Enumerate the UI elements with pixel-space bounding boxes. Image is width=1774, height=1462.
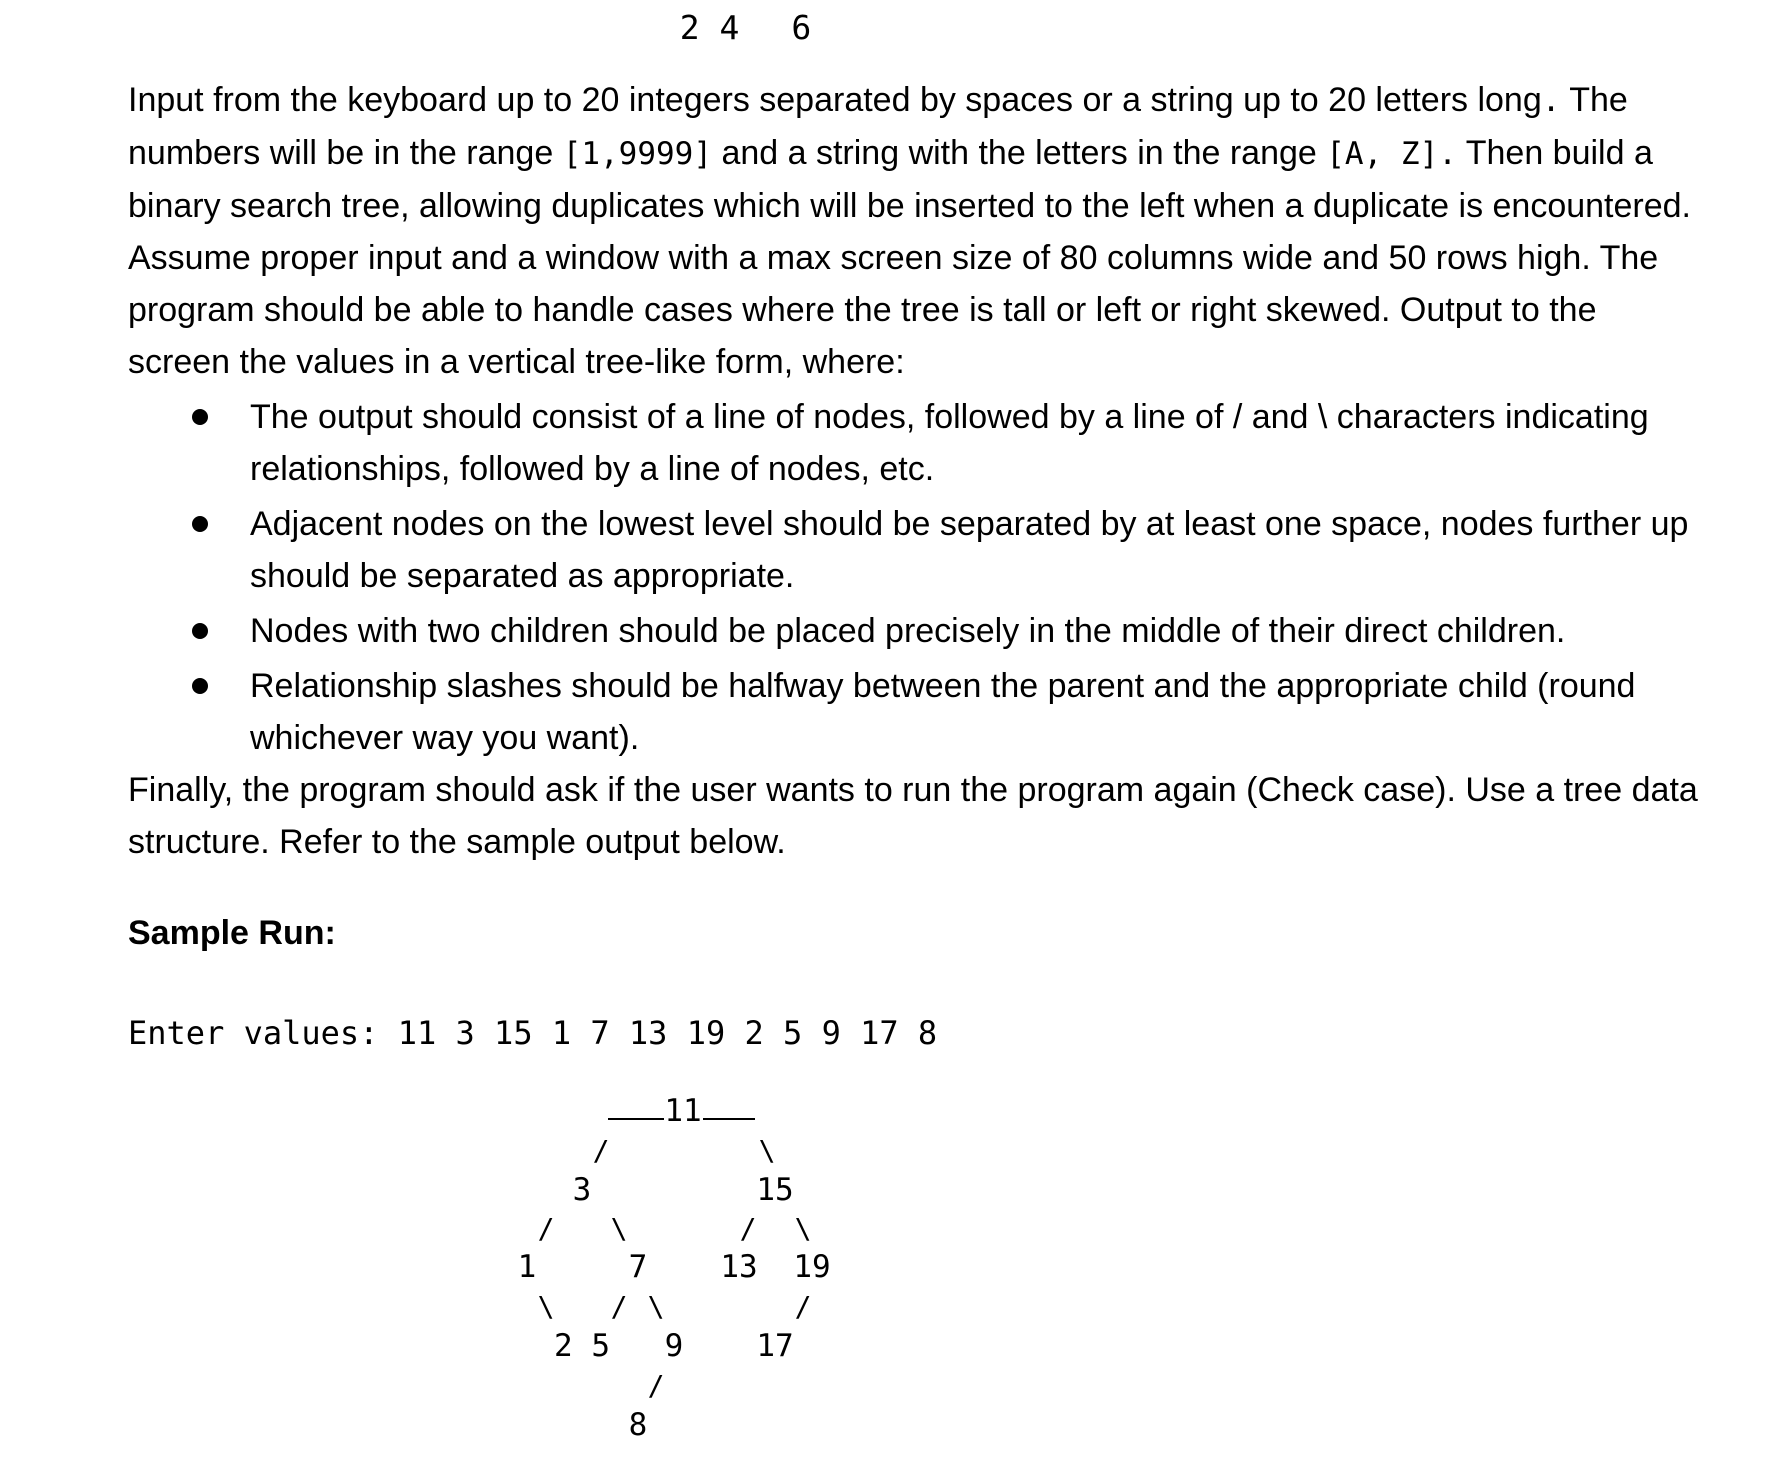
clipped-tree-left: 2 4	[679, 8, 740, 47]
tree-edge: /	[647, 1369, 665, 1402]
tree-node: 2 5	[554, 1328, 610, 1364]
number-range-code: [1,9999]	[562, 136, 712, 172]
tree-node: 7	[628, 1249, 648, 1285]
tree-edge: \	[610, 1212, 628, 1245]
tree-node: 13	[720, 1249, 758, 1285]
tree-edge: /	[537, 1212, 555, 1245]
tree-node: 3	[572, 1172, 592, 1208]
underline-left	[608, 1118, 664, 1120]
tree-edge: /	[739, 1212, 757, 1245]
tree-node: 11	[664, 1093, 702, 1129]
tree-edge: \	[758, 1134, 776, 1167]
letter-range-code: [A, Z].	[1326, 136, 1457, 172]
intro-paragraph: Input from the keyboard up to 20 integers separated by spaces or a string up to 20 letters long. The numbers will be in the range [1,9999] and a string with the letters in the range [A, Z]. Then build a binary search tree, allowing duplicates which will be inserted to the left when a duplicate is encountered. Assume proper input and a window with a max screen size of 80 columns wide and 50 rows high. The program should be able to handle cases where the tree is tall or left or right skewed. Output to the screen the values in a vertical tree-like form, where:	[128, 81, 1692, 381]
tree-node: 8	[628, 1407, 648, 1443]
list-item: Adjacent nodes on the lowest level should be separated by at least one space, nodes further up should be separated as appropriate.	[128, 498, 1698, 602]
closing-paragraph: Finally, the program should ask if the user wants to run the program again (Check case). Use a tree data structure. Refer to the sample output below.	[128, 771, 1698, 861]
underline-right	[703, 1118, 755, 1120]
tree-edge: \	[647, 1290, 665, 1323]
tree-edge: /	[592, 1134, 610, 1167]
tree-node: 9	[664, 1328, 684, 1364]
tree-edge: \	[537, 1290, 555, 1323]
list-item: The output should consist of a line of nodes, followed by a line of / and \ characters indicating relationships, followed by a line of nodes, etc.	[128, 391, 1698, 495]
list-item: Nodes with two children should be placed precisely in the middle of their direct children.	[128, 605, 1698, 657]
tree-node: 17	[756, 1328, 794, 1364]
sample-run-heading: Sample Run:	[128, 914, 336, 952]
tree-node: 19	[793, 1249, 831, 1285]
sample-input-line: Enter values: 11 3 15 1 7 13 19 2 5 9 17 8	[128, 1014, 938, 1052]
tree-node: 15	[756, 1172, 794, 1208]
tree-edge: /	[610, 1290, 628, 1323]
tree-edge: \	[794, 1212, 812, 1245]
tree-node: 1	[517, 1249, 537, 1285]
list-item: Relationship slashes should be halfway between the parent and the appropriate child (round whichever way you want).	[128, 660, 1698, 764]
tree-edge: /	[794, 1290, 812, 1323]
clipped-tree-right: 6	[791, 8, 812, 47]
